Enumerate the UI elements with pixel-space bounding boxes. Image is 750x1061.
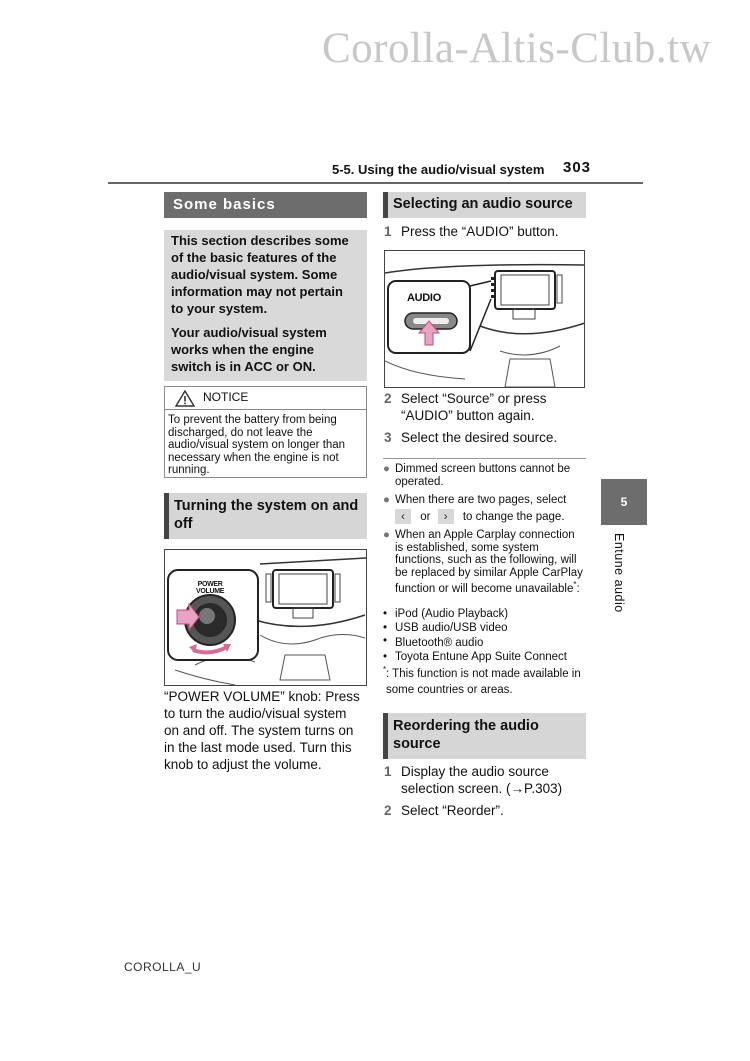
warning-icon bbox=[175, 390, 195, 407]
list-item: • iPod (Audio Playback) bbox=[383, 608, 509, 620]
next-page-icon: › bbox=[438, 509, 454, 524]
dashboard-audio-drawing bbox=[385, 251, 585, 388]
power-volume-label: POWER VOLUME bbox=[196, 581, 225, 595]
page-number: 303 bbox=[563, 159, 592, 176]
chapter-label: Entune audio bbox=[612, 533, 626, 613]
chapter-number: 5 bbox=[620, 495, 628, 509]
intro-text-1: This section describes some of the basic features of the audio/visual system. Some information may not pertain to your system. bbox=[171, 233, 349, 316]
list-item: • Toyota Entune App Suite Connect bbox=[383, 650, 567, 663]
power-volume-illustration bbox=[164, 549, 367, 686]
header-rule bbox=[108, 182, 643, 184]
turning-description: “POWER VOLUME” knob: Press to turn the audio/visual system on and off. The system turns on in the last mode used. Turn this knob to adjust the volume. bbox=[164, 689, 360, 772]
audio-button-label: AUDIO bbox=[407, 292, 441, 304]
turning-heading bbox=[164, 493, 367, 539]
notice-header bbox=[165, 387, 366, 410]
reordering-step-2: 2 Select “Reorder”. bbox=[384, 803, 504, 818]
notice-title: NOTICE bbox=[203, 390, 249, 404]
intro-box bbox=[164, 230, 367, 381]
chapter-tab bbox=[601, 479, 647, 525]
list-item: • Bluetooth® audio bbox=[383, 635, 484, 649]
selecting-heading bbox=[383, 192, 586, 218]
turning-title: Turning the system on and off bbox=[174, 498, 359, 532]
intro-text-2: Your audio/visual system works when the engine switch is in ACC or ON. bbox=[171, 325, 327, 374]
prev-page-icon: ‹ bbox=[395, 509, 411, 524]
reordering-step-1: 1 Display the audio source selection screen. (→P.303) bbox=[384, 764, 563, 796]
notice-box bbox=[164, 386, 367, 478]
selecting-step-3: 3 Select the desired source. bbox=[384, 430, 558, 445]
reordering-heading bbox=[383, 713, 586, 759]
some-basics-heading bbox=[164, 192, 367, 218]
notes-top-rule bbox=[383, 458, 586, 459]
reordering-title: Reordering the audio source bbox=[393, 718, 539, 752]
selecting-title: Selecting an audio source bbox=[393, 196, 573, 212]
footer-code: COROLLA_U bbox=[124, 960, 202, 974]
some-basics-title: Some basics bbox=[173, 196, 276, 213]
selecting-step-1: 1 Press the “AUDIO” button. bbox=[384, 224, 559, 239]
audio-button-illustration bbox=[384, 250, 585, 388]
notice-text: To prevent the battery from being discharged, do not leave the audio/visual system on longer than necessary when the engine is not running. bbox=[168, 414, 346, 476]
unavailable-list bbox=[383, 608, 588, 664]
dashboard-knob-drawing bbox=[165, 550, 367, 686]
section-header: 5-5. Using the audio/visual system bbox=[332, 162, 545, 177]
watermark: Corolla-Altis-Club.tw bbox=[322, 25, 712, 72]
list-item: • USB audio/USB video bbox=[383, 621, 508, 634]
selecting-step-2: 2 Select “Source” or press “AUDIO” button again. bbox=[384, 391, 547, 423]
